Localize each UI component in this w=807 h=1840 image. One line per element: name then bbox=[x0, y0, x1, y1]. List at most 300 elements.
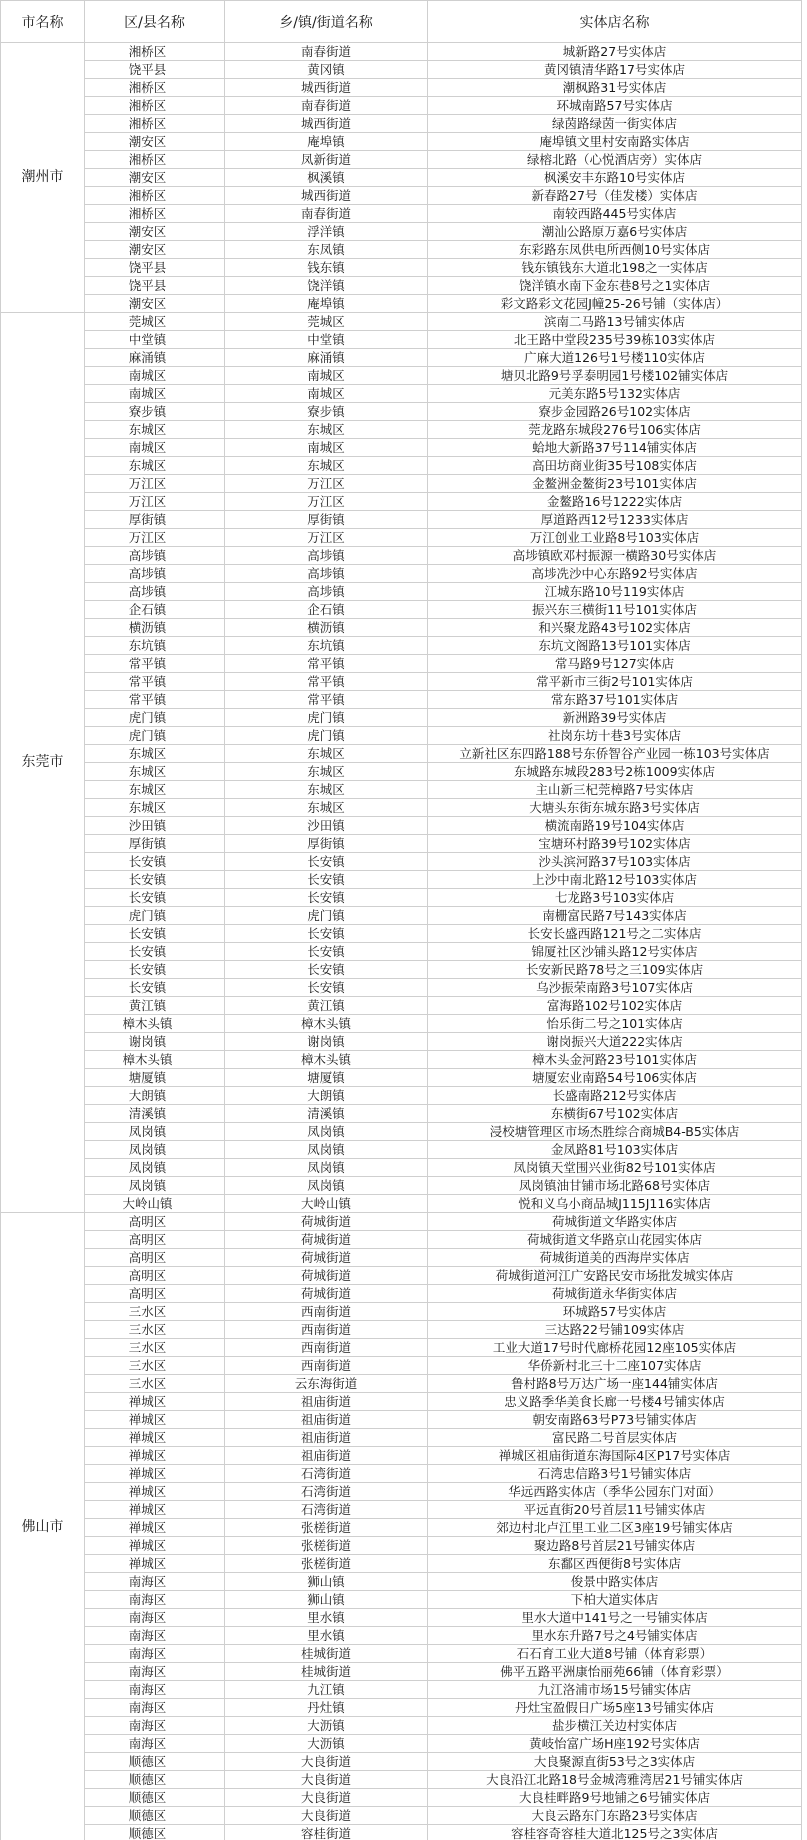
district-cell[interactable]: 塘厦镇 bbox=[85, 1069, 225, 1087]
store-cell[interactable]: 谢岗振兴大道222实体店 bbox=[428, 1033, 802, 1051]
town-cell[interactable]: 石湾街道 bbox=[225, 1501, 428, 1519]
district-cell[interactable]: 长安镇 bbox=[85, 871, 225, 889]
town-cell[interactable]: 常平镇 bbox=[225, 655, 428, 673]
store-cell[interactable]: 荷城街道美的西海岸实体店 bbox=[428, 1249, 802, 1267]
district-cell[interactable]: 湘桥区 bbox=[85, 115, 225, 133]
district-cell[interactable]: 凤岗镇 bbox=[85, 1123, 225, 1141]
district-cell[interactable]: 禅城区 bbox=[85, 1537, 225, 1555]
district-cell[interactable]: 企石镇 bbox=[85, 601, 225, 619]
store-cell[interactable]: 环城路57号实体店 bbox=[428, 1303, 802, 1321]
store-cell[interactable]: 长安长盛西路121号之二实体店 bbox=[428, 925, 802, 943]
town-cell[interactable]: 长安镇 bbox=[225, 979, 428, 997]
town-cell[interactable]: 城西街道 bbox=[225, 115, 428, 133]
district-cell[interactable]: 万江区 bbox=[85, 493, 225, 511]
store-cell[interactable]: 常平新市三街2号101实体店 bbox=[428, 673, 802, 691]
town-cell[interactable]: 西南街道 bbox=[225, 1339, 428, 1357]
store-cell[interactable]: 工业大道17号时代廊桥花园12座105实体店 bbox=[428, 1339, 802, 1357]
district-cell[interactable]: 潮安区 bbox=[85, 241, 225, 259]
store-cell[interactable]: 北王路中堂段235号39栋103实体店 bbox=[428, 331, 802, 349]
store-cell[interactable]: 石湾忠信路3号1号铺实体店 bbox=[428, 1465, 802, 1483]
store-cell[interactable]: 七龙路3号103实体店 bbox=[428, 889, 802, 907]
district-cell[interactable]: 厚街镇 bbox=[85, 835, 225, 853]
district-cell[interactable]: 南海区 bbox=[85, 1663, 225, 1681]
district-cell[interactable]: 禅城区 bbox=[85, 1465, 225, 1483]
store-cell[interactable]: 绿榕北路（心悦酒店旁）实体店 bbox=[428, 151, 802, 169]
town-cell[interactable]: 东坑镇 bbox=[225, 637, 428, 655]
town-cell[interactable]: 大朗镇 bbox=[225, 1087, 428, 1105]
district-cell[interactable]: 高明区 bbox=[85, 1285, 225, 1303]
town-cell[interactable]: 樟木头镇 bbox=[225, 1015, 428, 1033]
town-cell[interactable]: 东城区 bbox=[225, 457, 428, 475]
store-cell[interactable]: 华侨新村北三十二座107实体店 bbox=[428, 1357, 802, 1375]
town-cell[interactable]: 狮山镇 bbox=[225, 1573, 428, 1591]
district-cell[interactable]: 湘桥区 bbox=[85, 205, 225, 223]
town-cell[interactable]: 云东海街道 bbox=[225, 1375, 428, 1393]
town-cell[interactable]: 张槎街道 bbox=[225, 1555, 428, 1573]
town-cell[interactable]: 黄冈镇 bbox=[225, 61, 428, 79]
district-cell[interactable]: 凤岗镇 bbox=[85, 1159, 225, 1177]
store-cell[interactable]: 元美东路5号132实体店 bbox=[428, 385, 802, 403]
store-cell[interactable]: 凤岗镇油甘铺市场北路68号实体店 bbox=[428, 1177, 802, 1195]
town-cell[interactable]: 南春街道 bbox=[225, 97, 428, 115]
district-cell[interactable]: 长安镇 bbox=[85, 943, 225, 961]
district-cell[interactable]: 潮安区 bbox=[85, 295, 225, 313]
store-cell[interactable]: 盐步横江关边村实体店 bbox=[428, 1717, 802, 1735]
store-cell[interactable]: 常东路37号101实体店 bbox=[428, 691, 802, 709]
store-cell[interactable]: 钱东镇钱东大道北198之一实体店 bbox=[428, 259, 802, 277]
district-cell[interactable]: 顺德区 bbox=[85, 1825, 225, 1840]
town-cell[interactable]: 东凤镇 bbox=[225, 241, 428, 259]
store-cell[interactable]: 金鳌路16号1222实体店 bbox=[428, 493, 802, 511]
town-cell[interactable]: 黄江镇 bbox=[225, 997, 428, 1015]
city-cell[interactable]: 潮州市 bbox=[1, 43, 85, 313]
district-cell[interactable]: 长安镇 bbox=[85, 961, 225, 979]
district-cell[interactable]: 高埗镇 bbox=[85, 547, 225, 565]
district-cell[interactable]: 三水区 bbox=[85, 1303, 225, 1321]
town-cell[interactable]: 长安镇 bbox=[225, 943, 428, 961]
district-cell[interactable]: 黄江镇 bbox=[85, 997, 225, 1015]
district-cell[interactable]: 高埗镇 bbox=[85, 583, 225, 601]
store-cell[interactable]: 金凤路81号103实体店 bbox=[428, 1141, 802, 1159]
town-cell[interactable]: 西南街道 bbox=[225, 1357, 428, 1375]
district-cell[interactable]: 潮安区 bbox=[85, 169, 225, 187]
town-cell[interactable]: 清溪镇 bbox=[225, 1105, 428, 1123]
store-cell[interactable]: 枫溪安丰东路10号实体店 bbox=[428, 169, 802, 187]
district-cell[interactable]: 南海区 bbox=[85, 1645, 225, 1663]
district-cell[interactable]: 南海区 bbox=[85, 1735, 225, 1753]
town-cell[interactable]: 常平镇 bbox=[225, 691, 428, 709]
town-cell[interactable]: 厚街镇 bbox=[225, 835, 428, 853]
town-cell[interactable]: 樟木头镇 bbox=[225, 1051, 428, 1069]
district-cell[interactable]: 南海区 bbox=[85, 1681, 225, 1699]
district-cell[interactable]: 南海区 bbox=[85, 1609, 225, 1627]
district-cell[interactable]: 凤岗镇 bbox=[85, 1177, 225, 1195]
store-cell[interactable]: 彩文路彩文花园J幢25-26号铺（实体店） bbox=[428, 295, 802, 313]
district-cell[interactable]: 东城区 bbox=[85, 745, 225, 763]
store-cell[interactable]: 东坑文阁路13号101实体店 bbox=[428, 637, 802, 655]
store-cell[interactable]: 石石育工业大道8号铺（体育彩票） bbox=[428, 1645, 802, 1663]
town-cell[interactable]: 大良街道 bbox=[225, 1789, 428, 1807]
store-cell[interactable]: 荷城街道文华路京山花园实体店 bbox=[428, 1231, 802, 1249]
town-cell[interactable]: 祖庙街道 bbox=[225, 1393, 428, 1411]
town-cell[interactable]: 大良街道 bbox=[225, 1771, 428, 1789]
town-cell[interactable]: 长安镇 bbox=[225, 889, 428, 907]
store-cell[interactable]: 怡乐街二号之101实体店 bbox=[428, 1015, 802, 1033]
store-cell[interactable]: 里水东升路7号之4号铺实体店 bbox=[428, 1627, 802, 1645]
district-cell[interactable]: 虎门镇 bbox=[85, 709, 225, 727]
store-cell[interactable]: 寮步金园路26号102实体店 bbox=[428, 403, 802, 421]
district-cell[interactable]: 潮安区 bbox=[85, 223, 225, 241]
store-cell[interactable]: 东鄱区西便街8号实体店 bbox=[428, 1555, 802, 1573]
store-cell[interactable]: 广麻大道126号1号楼110实体店 bbox=[428, 349, 802, 367]
store-cell[interactable]: 富民路二号首层实体店 bbox=[428, 1429, 802, 1447]
district-cell[interactable]: 大朗镇 bbox=[85, 1087, 225, 1105]
store-cell[interactable]: 荷城街道永华街实体店 bbox=[428, 1285, 802, 1303]
store-cell[interactable]: 新洲路39号实体店 bbox=[428, 709, 802, 727]
district-cell[interactable]: 东城区 bbox=[85, 799, 225, 817]
town-cell[interactable]: 塘厦镇 bbox=[225, 1069, 428, 1087]
district-cell[interactable]: 湘桥区 bbox=[85, 97, 225, 115]
store-cell[interactable]: 鲁村路8号万达广场一座144铺实体店 bbox=[428, 1375, 802, 1393]
town-cell[interactable]: 荷城街道 bbox=[225, 1231, 428, 1249]
town-cell[interactable]: 南春街道 bbox=[225, 205, 428, 223]
town-cell[interactable]: 东城区 bbox=[225, 745, 428, 763]
store-cell[interactable]: 万江创业工业路8号103实体店 bbox=[428, 529, 802, 547]
header-town[interactable]: 乡/镇/街道名称 bbox=[225, 1, 428, 43]
store-cell[interactable]: 华远西路实体店（季华公园东门对面） bbox=[428, 1483, 802, 1501]
store-cell[interactable]: 潮汕公路原万嘉6号实体店 bbox=[428, 223, 802, 241]
district-cell[interactable]: 凤岗镇 bbox=[85, 1141, 225, 1159]
store-cell[interactable]: 金鳌洲金鳌街23号101实体店 bbox=[428, 475, 802, 493]
town-cell[interactable]: 饶洋镇 bbox=[225, 277, 428, 295]
store-cell[interactable]: 悦和义乌小商品城J115J116实体店 bbox=[428, 1195, 802, 1213]
town-cell[interactable]: 大沥镇 bbox=[225, 1717, 428, 1735]
district-cell[interactable]: 高埗镇 bbox=[85, 565, 225, 583]
town-cell[interactable]: 东城区 bbox=[225, 799, 428, 817]
store-cell[interactable]: 和兴聚龙路43号102实体店 bbox=[428, 619, 802, 637]
district-cell[interactable]: 高明区 bbox=[85, 1267, 225, 1285]
store-cell[interactable]: 振兴东三横街11号101实体店 bbox=[428, 601, 802, 619]
town-cell[interactable]: 长安镇 bbox=[225, 961, 428, 979]
district-cell[interactable]: 禅城区 bbox=[85, 1483, 225, 1501]
district-cell[interactable]: 长安镇 bbox=[85, 979, 225, 997]
district-cell[interactable]: 东城区 bbox=[85, 457, 225, 475]
town-cell[interactable]: 荷城街道 bbox=[225, 1213, 428, 1231]
district-cell[interactable]: 长安镇 bbox=[85, 889, 225, 907]
district-cell[interactable]: 东坑镇 bbox=[85, 637, 225, 655]
town-cell[interactable]: 中堂镇 bbox=[225, 331, 428, 349]
district-cell[interactable]: 禅城区 bbox=[85, 1519, 225, 1537]
store-cell[interactable]: 大良云路东门东路23号实体店 bbox=[428, 1807, 802, 1825]
district-cell[interactable]: 南城区 bbox=[85, 385, 225, 403]
store-cell[interactable]: 长盛南路212号实体店 bbox=[428, 1087, 802, 1105]
district-cell[interactable]: 樟木头镇 bbox=[85, 1051, 225, 1069]
district-cell[interactable]: 樟木头镇 bbox=[85, 1015, 225, 1033]
district-cell[interactable]: 饶平县 bbox=[85, 61, 225, 79]
district-cell[interactable]: 虎门镇 bbox=[85, 727, 225, 745]
district-cell[interactable]: 湘桥区 bbox=[85, 79, 225, 97]
store-cell[interactable]: 俊景中路实体店 bbox=[428, 1573, 802, 1591]
store-cell[interactable]: 滨南二马路13号铺实体店 bbox=[428, 313, 802, 331]
district-cell[interactable]: 万江区 bbox=[85, 475, 225, 493]
store-cell[interactable]: 黄岐怡富广场H座192号实体店 bbox=[428, 1735, 802, 1753]
store-cell[interactable]: 富海路102号102实体店 bbox=[428, 997, 802, 1015]
store-cell[interactable]: 樟木头金河路23号101实体店 bbox=[428, 1051, 802, 1069]
store-cell[interactable]: 三达路22号铺109实体店 bbox=[428, 1321, 802, 1339]
town-cell[interactable]: 南城区 bbox=[225, 367, 428, 385]
district-cell[interactable]: 顺德区 bbox=[85, 1807, 225, 1825]
town-cell[interactable]: 高埗镇 bbox=[225, 565, 428, 583]
district-cell[interactable]: 厚街镇 bbox=[85, 511, 225, 529]
district-cell[interactable]: 三水区 bbox=[85, 1375, 225, 1393]
store-cell[interactable]: 庵埠镇文里村安南路实体店 bbox=[428, 133, 802, 151]
store-cell[interactable]: 乌沙振荣南路3号107实体店 bbox=[428, 979, 802, 997]
town-cell[interactable]: 城西街道 bbox=[225, 79, 428, 97]
store-cell[interactable]: 大良沿江北路18号金城湾雅湾居21号铺实体店 bbox=[428, 1771, 802, 1789]
town-cell[interactable]: 张槎街道 bbox=[225, 1537, 428, 1555]
town-cell[interactable]: 石湾街道 bbox=[225, 1483, 428, 1501]
district-cell[interactable]: 谢岗镇 bbox=[85, 1033, 225, 1051]
town-cell[interactable]: 长安镇 bbox=[225, 871, 428, 889]
town-cell[interactable]: 虎门镇 bbox=[225, 907, 428, 925]
town-cell[interactable]: 荷城街道 bbox=[225, 1285, 428, 1303]
district-cell[interactable]: 横沥镇 bbox=[85, 619, 225, 637]
town-cell[interactable]: 荷城街道 bbox=[225, 1267, 428, 1285]
town-cell[interactable]: 寮步镇 bbox=[225, 403, 428, 421]
district-cell[interactable]: 禅城区 bbox=[85, 1393, 225, 1411]
district-cell[interactable]: 万江区 bbox=[85, 529, 225, 547]
town-cell[interactable]: 凤岗镇 bbox=[225, 1123, 428, 1141]
district-cell[interactable]: 常平镇 bbox=[85, 655, 225, 673]
town-cell[interactable]: 虎门镇 bbox=[225, 727, 428, 745]
store-cell[interactable]: 里水大道中141号之一号铺实体店 bbox=[428, 1609, 802, 1627]
district-cell[interactable]: 三水区 bbox=[85, 1339, 225, 1357]
store-cell[interactable]: 社岗东坊十巷3号实体店 bbox=[428, 727, 802, 745]
district-cell[interactable]: 东城区 bbox=[85, 763, 225, 781]
store-cell[interactable]: 丹灶宝盈假日广场5座13号铺实体店 bbox=[428, 1699, 802, 1717]
town-cell[interactable]: 狮山镇 bbox=[225, 1591, 428, 1609]
district-cell[interactable]: 长安镇 bbox=[85, 925, 225, 943]
store-cell[interactable]: 蛤地大新路37号114铺实体店 bbox=[428, 439, 802, 457]
district-cell[interactable]: 虎门镇 bbox=[85, 907, 225, 925]
town-cell[interactable]: 东城区 bbox=[225, 781, 428, 799]
town-cell[interactable]: 祖庙街道 bbox=[225, 1411, 428, 1429]
store-cell[interactable]: 下柏大道实体店 bbox=[428, 1591, 802, 1609]
header-store[interactable]: 实体店名称 bbox=[428, 1, 802, 43]
district-cell[interactable]: 常平镇 bbox=[85, 673, 225, 691]
store-cell[interactable]: 主山新三杞莞樟路7号实体店 bbox=[428, 781, 802, 799]
district-cell[interactable]: 高明区 bbox=[85, 1231, 225, 1249]
district-cell[interactable]: 东城区 bbox=[85, 421, 225, 439]
town-cell[interactable]: 莞城区 bbox=[225, 313, 428, 331]
district-cell[interactable]: 清溪镇 bbox=[85, 1105, 225, 1123]
store-cell[interactable]: 容桂容奇容桂大道北125号之3实体店 bbox=[428, 1825, 802, 1840]
store-cell[interactable]: 佛平五路平洲康怡丽苑66铺（体育彩票） bbox=[428, 1663, 802, 1681]
town-cell[interactable]: 南城区 bbox=[225, 385, 428, 403]
store-cell[interactable]: 潮枫路31号实体店 bbox=[428, 79, 802, 97]
store-cell[interactable]: 横流南路19号104实体店 bbox=[428, 817, 802, 835]
town-cell[interactable]: 万江区 bbox=[225, 475, 428, 493]
district-cell[interactable]: 饶平县 bbox=[85, 259, 225, 277]
town-cell[interactable]: 大岭山镇 bbox=[225, 1195, 428, 1213]
district-cell[interactable]: 禅城区 bbox=[85, 1447, 225, 1465]
district-cell[interactable]: 顺德区 bbox=[85, 1753, 225, 1771]
town-cell[interactable]: 谢岗镇 bbox=[225, 1033, 428, 1051]
store-cell[interactable]: 高埗冼沙中心东路92号实体店 bbox=[428, 565, 802, 583]
district-cell[interactable]: 潮安区 bbox=[85, 133, 225, 151]
store-cell[interactable]: 聚边路8号首层21号铺实体店 bbox=[428, 1537, 802, 1555]
town-cell[interactable]: 南城区 bbox=[225, 439, 428, 457]
town-cell[interactable]: 长安镇 bbox=[225, 925, 428, 943]
town-cell[interactable]: 麻涌镇 bbox=[225, 349, 428, 367]
city-cell[interactable]: 东莞市 bbox=[1, 313, 85, 1213]
store-cell[interactable]: 城新路27号实体店 bbox=[428, 43, 802, 61]
store-cell[interactable]: 立新社区东四路188号东侨智谷产业园一栋103号实体店 bbox=[428, 745, 802, 763]
town-cell[interactable]: 大良街道 bbox=[225, 1807, 428, 1825]
district-cell[interactable]: 沙田镇 bbox=[85, 817, 225, 835]
store-cell[interactable]: 沙头滨河路37号103实体店 bbox=[428, 853, 802, 871]
town-cell[interactable]: 丹灶镇 bbox=[225, 1699, 428, 1717]
district-cell[interactable]: 高明区 bbox=[85, 1213, 225, 1231]
town-cell[interactable]: 横沥镇 bbox=[225, 619, 428, 637]
store-cell[interactable]: 绿茵路绿茵一街实体店 bbox=[428, 115, 802, 133]
district-cell[interactable]: 禅城区 bbox=[85, 1429, 225, 1447]
district-cell[interactable]: 湘桥区 bbox=[85, 43, 225, 61]
store-cell[interactable]: 新春路27号（佳发楼）实体店 bbox=[428, 187, 802, 205]
district-cell[interactable]: 南城区 bbox=[85, 439, 225, 457]
store-cell[interactable]: 东彩路东凤供电所西侧10号实体店 bbox=[428, 241, 802, 259]
header-district[interactable]: 区/县名称 bbox=[85, 1, 225, 43]
town-cell[interactable]: 桂城街道 bbox=[225, 1663, 428, 1681]
town-cell[interactable]: 西南街道 bbox=[225, 1321, 428, 1339]
town-cell[interactable]: 凤岗镇 bbox=[225, 1177, 428, 1195]
town-cell[interactable]: 石湾街道 bbox=[225, 1465, 428, 1483]
town-cell[interactable]: 凤岗镇 bbox=[225, 1141, 428, 1159]
store-cell[interactable]: 上沙中南北路12号103实体店 bbox=[428, 871, 802, 889]
town-cell[interactable]: 桂城街道 bbox=[225, 1645, 428, 1663]
store-cell[interactable]: 常马路9号127实体店 bbox=[428, 655, 802, 673]
store-cell[interactable]: 荷城街道河江广安路民安市场批发城实体店 bbox=[428, 1267, 802, 1285]
district-cell[interactable]: 南海区 bbox=[85, 1573, 225, 1591]
town-cell[interactable]: 东城区 bbox=[225, 421, 428, 439]
district-cell[interactable]: 常平镇 bbox=[85, 691, 225, 709]
store-cell[interactable]: 平远直街20号首层11号铺实体店 bbox=[428, 1501, 802, 1519]
district-cell[interactable]: 大岭山镇 bbox=[85, 1195, 225, 1213]
town-cell[interactable]: 西南街道 bbox=[225, 1303, 428, 1321]
store-cell[interactable]: 大良桂畔路9号地铺之6号铺实体店 bbox=[428, 1789, 802, 1807]
store-cell[interactable]: 塘贝北路9号孚泰明园1号楼102铺实体店 bbox=[428, 367, 802, 385]
store-cell[interactable]: 浸校塘管理区市场杰胜综合商城B4-B5实体店 bbox=[428, 1123, 802, 1141]
town-cell[interactable]: 企石镇 bbox=[225, 601, 428, 619]
district-cell[interactable]: 南城区 bbox=[85, 367, 225, 385]
town-cell[interactable]: 城西街道 bbox=[225, 187, 428, 205]
town-cell[interactable]: 枫溪镇 bbox=[225, 169, 428, 187]
town-cell[interactable]: 九江镇 bbox=[225, 1681, 428, 1699]
store-cell[interactable]: 大塘头东街东城东路3号实体店 bbox=[428, 799, 802, 817]
town-cell[interactable]: 常平镇 bbox=[225, 673, 428, 691]
store-cell[interactable]: 高埗镇欧邓村振源一横路30号实体店 bbox=[428, 547, 802, 565]
district-cell[interactable]: 三水区 bbox=[85, 1321, 225, 1339]
store-cell[interactable]: 东城路东城段283号2栋1009实体店 bbox=[428, 763, 802, 781]
district-cell[interactable]: 三水区 bbox=[85, 1357, 225, 1375]
town-cell[interactable]: 凤新街道 bbox=[225, 151, 428, 169]
town-cell[interactable]: 荷城街道 bbox=[225, 1249, 428, 1267]
store-cell[interactable]: 黄冈镇清华路17号实体店 bbox=[428, 61, 802, 79]
store-cell[interactable]: 长安新民路78号之三109实体店 bbox=[428, 961, 802, 979]
store-cell[interactable]: 凤岗镇天堂围兴业街82号101实体店 bbox=[428, 1159, 802, 1177]
district-cell[interactable]: 禅城区 bbox=[85, 1555, 225, 1573]
district-cell[interactable]: 湘桥区 bbox=[85, 151, 225, 169]
store-cell[interactable]: 高田坊商业街35号108实体店 bbox=[428, 457, 802, 475]
town-cell[interactable]: 南春街道 bbox=[225, 43, 428, 61]
district-cell[interactable]: 湘桥区 bbox=[85, 187, 225, 205]
store-cell[interactable]: 荷城街道文华路实体店 bbox=[428, 1213, 802, 1231]
store-cell[interactable]: 宝塘环村路39号102实体店 bbox=[428, 835, 802, 853]
district-cell[interactable]: 南海区 bbox=[85, 1591, 225, 1609]
district-cell[interactable]: 南海区 bbox=[85, 1699, 225, 1717]
store-cell[interactable]: 莞龙路东城段276号106实体店 bbox=[428, 421, 802, 439]
header-city[interactable]: 市名称 bbox=[1, 1, 85, 43]
store-cell[interactable]: 塘厦宏业南路54号106实体店 bbox=[428, 1069, 802, 1087]
town-cell[interactable]: 祖庙街道 bbox=[225, 1447, 428, 1465]
district-cell[interactable]: 禅城区 bbox=[85, 1411, 225, 1429]
district-cell[interactable]: 麻涌镇 bbox=[85, 349, 225, 367]
town-cell[interactable]: 万江区 bbox=[225, 529, 428, 547]
store-cell[interactable]: 朝安南路63号P73号铺实体店 bbox=[428, 1411, 802, 1429]
town-cell[interactable]: 祖庙街道 bbox=[225, 1429, 428, 1447]
store-cell[interactable]: 锦厦社区沙铺头路12号实体店 bbox=[428, 943, 802, 961]
town-cell[interactable]: 庵埠镇 bbox=[225, 295, 428, 313]
district-cell[interactable]: 中堂镇 bbox=[85, 331, 225, 349]
town-cell[interactable]: 高埗镇 bbox=[225, 583, 428, 601]
district-cell[interactable]: 寮步镇 bbox=[85, 403, 225, 421]
store-cell[interactable]: 禅城区祖庙街道东海国际4区P17号实体店 bbox=[428, 1447, 802, 1465]
district-cell[interactable]: 饶平县 bbox=[85, 277, 225, 295]
store-cell[interactable]: 江城东路10号119实体店 bbox=[428, 583, 802, 601]
town-cell[interactable]: 长安镇 bbox=[225, 853, 428, 871]
town-cell[interactable]: 庵埠镇 bbox=[225, 133, 428, 151]
district-cell[interactable]: 顺德区 bbox=[85, 1771, 225, 1789]
district-cell[interactable]: 顺德区 bbox=[85, 1789, 225, 1807]
town-cell[interactable]: 高埗镇 bbox=[225, 547, 428, 565]
town-cell[interactable]: 钱东镇 bbox=[225, 259, 428, 277]
town-cell[interactable]: 万江区 bbox=[225, 493, 428, 511]
town-cell[interactable]: 大良街道 bbox=[225, 1753, 428, 1771]
store-cell[interactable]: 郊边村北卢江里工业二区3座19号铺实体店 bbox=[428, 1519, 802, 1537]
store-cell[interactable]: 饶洋镇水南下金东巷8号之1实体店 bbox=[428, 277, 802, 295]
district-cell[interactable]: 长安镇 bbox=[85, 853, 225, 871]
town-cell[interactable]: 里水镇 bbox=[225, 1609, 428, 1627]
district-cell[interactable]: 莞城区 bbox=[85, 313, 225, 331]
store-cell[interactable]: 东横街67号102实体店 bbox=[428, 1105, 802, 1123]
town-cell[interactable]: 容桂街道 bbox=[225, 1825, 428, 1840]
district-cell[interactable]: 禅城区 bbox=[85, 1501, 225, 1519]
district-cell[interactable]: 东城区 bbox=[85, 781, 225, 799]
district-cell[interactable]: 南海区 bbox=[85, 1717, 225, 1735]
store-cell[interactable]: 南栅富民路7号143实体店 bbox=[428, 907, 802, 925]
town-cell[interactable]: 厚街镇 bbox=[225, 511, 428, 529]
store-cell[interactable]: 九江洛浦市场15号铺实体店 bbox=[428, 1681, 802, 1699]
store-cell[interactable]: 环城南路57号实体店 bbox=[428, 97, 802, 115]
town-cell[interactable]: 里水镇 bbox=[225, 1627, 428, 1645]
store-cell[interactable]: 忠义路季华美食长廊一号楼4号铺实体店 bbox=[428, 1393, 802, 1411]
town-cell[interactable]: 大沥镇 bbox=[225, 1735, 428, 1753]
town-cell[interactable]: 东城区 bbox=[225, 763, 428, 781]
town-cell[interactable]: 凤岗镇 bbox=[225, 1159, 428, 1177]
store-cell[interactable]: 厚道路西12号1233实体店 bbox=[428, 511, 802, 529]
district-cell[interactable]: 南海区 bbox=[85, 1627, 225, 1645]
store-cell[interactable]: 南较西路445号实体店 bbox=[428, 205, 802, 223]
